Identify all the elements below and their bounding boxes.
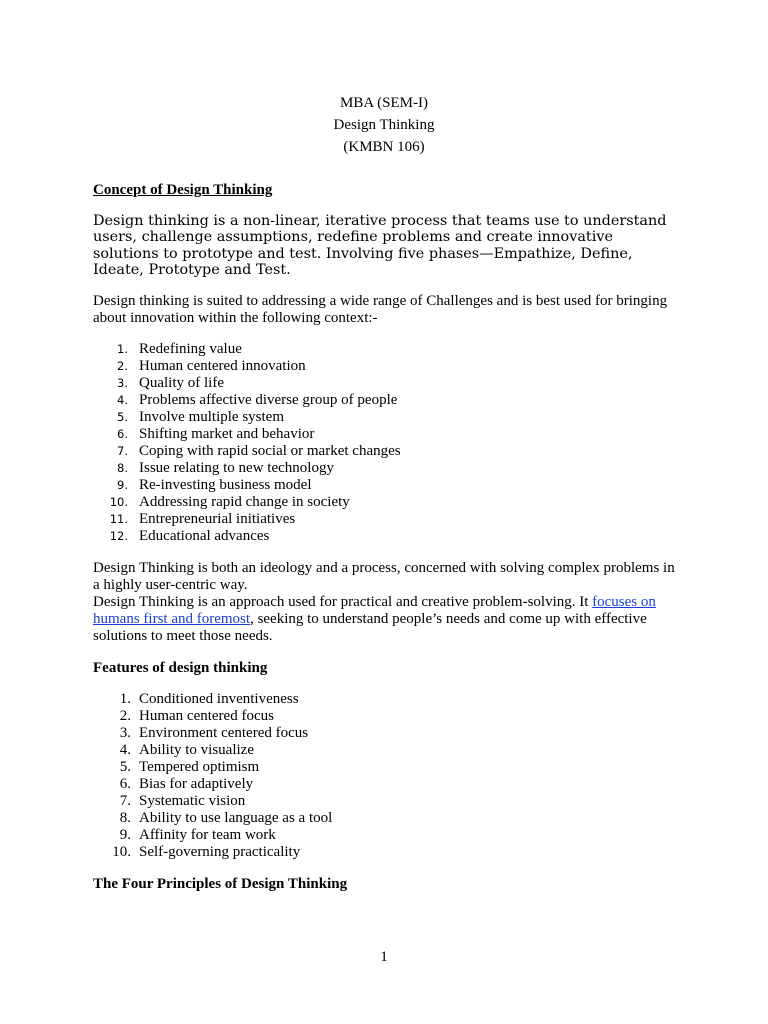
list-text: Conditioned inventiveness — [139, 691, 299, 708]
list-item — [93, 511, 678, 528]
concept-heading: Concept of Design Thinking — [93, 182, 273, 198]
list-item — [93, 443, 678, 460]
list-number: 10. — [109, 495, 128, 510]
list-item — [93, 477, 678, 494]
list-number: 5. — [119, 759, 131, 776]
course-title: Design Thinking — [333, 117, 435, 133]
list-item — [93, 494, 678, 511]
list-text: Quality of life — [139, 375, 224, 392]
list-text: Educational advances — [139, 528, 270, 545]
list-number: 1. — [117, 342, 128, 357]
page-number: 1 — [380, 949, 388, 965]
list-text: Systematic vision — [139, 793, 246, 810]
intro-paragraph: Design thinking is a non-linear, iterative process that teams use to understand users, challenge assumptions, redefine problems and create innovative solutions to prototype and test. Involving five phases—Empathize, Define, Ideate, Prototype and Test. — [93, 213, 667, 278]
list-number: 8. — [117, 461, 128, 476]
list-number: 8. — [119, 810, 131, 827]
list-number: 11. — [109, 512, 128, 527]
approach-text-start: Design Thinking is an approach used for practical and creative problem-solving. It — [93, 594, 593, 611]
list-text: Entrepreneurial initiatives — [139, 511, 296, 528]
list-number: 2. — [119, 708, 131, 725]
list-item — [93, 375, 678, 392]
list-text: Ability to use language as a tool — [139, 810, 333, 827]
course-program: MBA (SEM-I) — [340, 95, 428, 111]
list-item — [93, 810, 678, 827]
list-number: 2. — [117, 359, 128, 374]
list-item — [93, 708, 678, 725]
list-item — [93, 759, 678, 776]
list-text: Human centered focus — [139, 708, 274, 725]
list-number: 12. — [109, 529, 128, 544]
principles-heading: The Four Principles of Design Thinking — [93, 876, 348, 893]
list-item — [93, 392, 678, 409]
list-number: 3. — [119, 725, 131, 742]
document-header — [0, 92, 768, 158]
list-number: 5. — [117, 410, 128, 425]
list-item — [93, 426, 678, 443]
list-number: 9. — [117, 478, 128, 493]
list-text: Redefining value — [139, 341, 242, 358]
document-page — [93, 92, 678, 893]
list-number: 9. — [119, 827, 131, 844]
list-number: 4. — [117, 393, 128, 408]
list-number: 6. — [117, 427, 128, 442]
list-text: Involve multiple system — [139, 409, 284, 426]
list-text: Issue relating to new technology — [139, 460, 334, 477]
list-item — [93, 358, 678, 375]
list-item — [93, 742, 678, 759]
list-item — [93, 827, 678, 844]
course-code: (KMBN 106) — [343, 139, 425, 155]
list-item — [93, 725, 678, 742]
list-item — [93, 460, 678, 477]
list-text: Re-investing business model — [139, 477, 312, 494]
context-paragraph: Design thinking is suited to addressing a wide range of Challenges and is best used for bringing about innovation within the following context:- — [93, 293, 668, 327]
list-number: 6. — [119, 776, 131, 793]
list-item — [93, 341, 678, 358]
list-number: 10. — [112, 844, 131, 861]
list-text: Human centered innovation — [139, 358, 306, 375]
list-text: Bias for adaptively — [139, 776, 254, 793]
list-text: Coping with rapid social or market changes — [139, 443, 401, 460]
list-text: Tempered optimism — [139, 759, 260, 776]
approach-text-end: , seeking to understand people’s needs and come up with effective solutions to meet those needs. — [93, 611, 647, 645]
list-text: Self-governing practicality — [139, 844, 301, 861]
list-number: 4. — [119, 742, 131, 759]
list-item — [93, 409, 678, 426]
list-number: 7. — [119, 793, 131, 810]
approach-paragraph — [93, 594, 678, 645]
features-heading: Features of design thinking — [93, 660, 268, 677]
list-number: 3. — [117, 376, 128, 391]
list-text: Environment centered focus — [139, 725, 309, 742]
list-number: 7. — [117, 444, 128, 459]
context-list — [93, 341, 678, 545]
list-text: Ability to visualize — [139, 742, 254, 759]
list-text: Affinity for team work — [139, 827, 276, 844]
focuses-on-humans-link[interactable]: focuses on humans first and foremost — [93, 594, 656, 628]
list-item — [93, 776, 678, 793]
ideology-paragraph: Design Thinking is both an ideology and a process, concerned with solving complex problems in a highly user-centric way. — [93, 560, 675, 594]
list-item — [93, 528, 678, 545]
list-item — [93, 691, 678, 708]
list-text: Shifting market and behavior — [139, 426, 315, 443]
features-list — [93, 691, 678, 861]
list-item — [93, 793, 678, 810]
list-number: 1. — [119, 691, 131, 708]
list-text: Addressing rapid change in society — [139, 494, 350, 511]
list-item — [93, 844, 678, 861]
list-text: Problems affective diverse group of people — [139, 392, 398, 409]
